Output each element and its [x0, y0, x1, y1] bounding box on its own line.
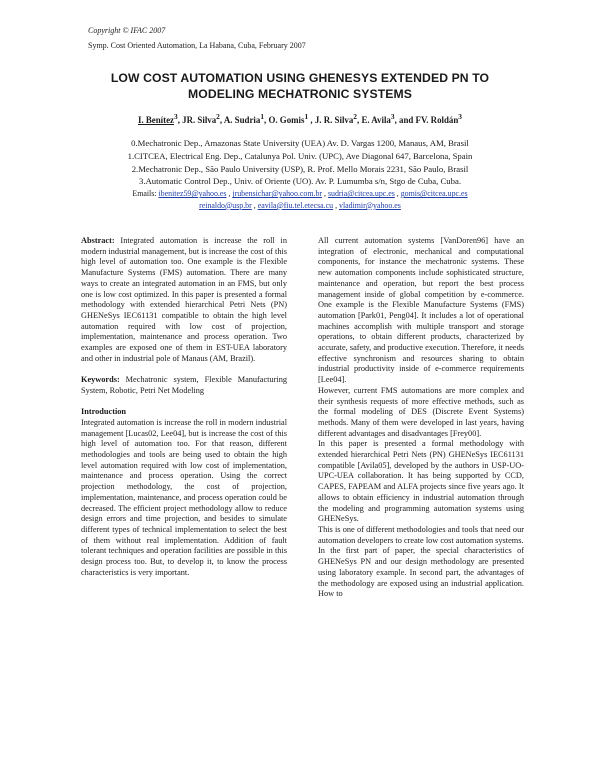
affiliation-line: 0.Mechatronic Dep., Amazonas State University (UEA) Av. D. Vargas 1200, Manaus, AM, Brasil — [131, 138, 469, 148]
symposium-line: Symp. Cost Oriented Automation, La Habana, Cuba, February 2007 — [88, 41, 306, 50]
affiliation-line: 1.CITCEA, Electrical Eng. Dep., Catalunya Pol. Univ. (UPC), Ave Diagonal 647, Barcelona, Spain — [127, 150, 473, 161]
email-link[interactable]: jrubensichar@yahoo.com.br — [232, 189, 323, 199]
author-sup: 1 — [304, 112, 309, 121]
emails-label: Emails: — [132, 189, 159, 199]
spacer — [81, 397, 287, 408]
author-benitez: I. Benítez — [138, 114, 174, 125]
right-paragraph: This is one of different methodologies and tools that need our automation developers to create low cost automation systems. — [318, 524, 524, 545]
title-line-1: LOW COST AUTOMATION USING GHENESYS EXTENDED PN TO — [110, 71, 490, 85]
right-paragraph: All current automation systems [VanDoren96] have an integration of electronic, mechanical and computational components, for instance the mechatronic systems. These new automation components include sophisticated structure, maintenance and operation, but report the best process management inside of global competition by e-commerce. One example is the Flexible Manufacture Systems (FMS) automation [Park01, Peng04]. It includes a lot of operational machines accomplish with multiple transport and storage operations, to obtain different products, characterized by accurate, safety, and productive execution. Therefore, it needs effective synchronism and resources sharing to obtain industrial productivity inside of e-commerce requirements [Lee04]. — [318, 236, 524, 385]
right-paragraph: In this paper is presented a formal methodology with extended hierarchical Petri Nets (PN) GHENeSys IEC61131 compatible [Avila05], developed by the authors in USP-UO-UPC-UEA collaboration. It has being supported by CCD, CAPES, FAPEAM and ALFA projects since five years ago. It allows to obtain efficiency in industrial automation through the modeling and programming automation systems using GHENeSys. — [318, 439, 524, 524]
keywords-paragraph — [81, 375, 287, 396]
email-link[interactable]: eavila@fiu.tel.etecsa.cu — [257, 200, 334, 210]
author-avila: , E. Avila — [357, 114, 391, 125]
introduction-heading: Introduction — [81, 407, 127, 417]
right-paragraph: However, current FMS automations are more complex and their synthesis requests of more effective methods, such as the formal modeling of DES (Discrete Event Systems) methods. Many of them were developed in last years, having different advantages and disadvantages [Frey00]. — [318, 385, 524, 438]
author-gomis: , O. Gomis — [264, 114, 305, 125]
email-link[interactable]: gomis@citcea.upc.es — [400, 189, 468, 199]
email-link[interactable]: reinaldo@usp.br — [199, 200, 252, 210]
author-roldan: , and FV. Roldán — [394, 114, 459, 125]
email-sep: , — [322, 189, 328, 199]
author-sup: 2 — [353, 112, 357, 121]
author-sudria: , A. Sudria — [219, 114, 261, 125]
keywords-label: Keywords: — [81, 375, 120, 385]
abstract-text: Integrated automation is increase the roll in modern industrial management, but is increase the cost of this high level of automation too. One example is the Flexible Manufacture Systems (FMS) automation. There are many ways to create an integrated automation in an FMS, but only one is low cost optimized. In this paper is presented a formal methodology with extended hierarchical Petri Nets (PN) GHENeSys IEC61131 compatible to obtain the high level automation required with low cost of projection, implementation, maintenance and process operation. Two examples are exposed one of them in EST-UEA laboratory and other in industrial pole of Manaus (AM, Brazil). — [81, 236, 287, 363]
affiliation-line: 3.Automatic Control Dep., Univ. of Oriente (UO). Av. P. Lumumba s/n, Stgo de Cuba, Cuba. — [138, 176, 462, 187]
right-paragraph: In the first part of paper, the special characteristics of GHENeSys PN and our design methodology are presented using laboratory example. In second part, the advantages of the methodology are exposed using an industrial application. How to — [318, 546, 524, 599]
emails-line-1 — [60, 188, 540, 200]
email-link[interactable]: ibenitez59@yahoo.es — [158, 189, 227, 199]
introduction-text: Integrated automation is increase the roll in modern industrial management [Lucas02, Lee04], but is increase the cost of this high level of automation too. For that reason, different methodologies and tools are being used to obtain the high level automation required with low cost of implementation, maintenance and process operation. Using the correct projection methodology, the cost of projection, implementation, maintenance, and process operation could be decreased. The efficient project methodology allow to reduce design errors and time projection, and besides to simulate different types of technical implementation to select the best of them without real implementation. Addition of fault tolerant techniques and operation facilities are possible in this design process too. But, to develop it, to know the process characteristics is very important. — [81, 417, 287, 577]
author-sup: 3 — [174, 112, 178, 121]
affiliation-line: 2.Mechatronic Dep., São Paulo University (USP), R. Prof. Mello Morais 2231, São Paulo, Brasil — [131, 163, 469, 174]
author-silva-jr: , JR. Silva — [177, 114, 217, 125]
author-silva-jr2: , J. R. Silva — [308, 114, 354, 125]
emails-line-2 — [60, 200, 540, 212]
copyright-line: Copyright © IFAC 2007 — [88, 26, 166, 35]
email-sep: , — [251, 200, 258, 210]
email-sep: , — [394, 189, 401, 199]
right-column-text — [318, 236, 524, 600]
author-sup: 2 — [216, 112, 220, 121]
affiliations-block — [60, 137, 540, 211]
title-line-2: MODELING MECHATRONIC SYSTEMS — [188, 87, 412, 101]
keywords-text: Mechatronic system, Flexible Manufacturing System, Robotic, Petri Net Modeling — [81, 375, 287, 395]
left-column — [81, 236, 287, 578]
abstract-paragraph — [81, 236, 287, 364]
abstract-label: Abstract: — [81, 236, 115, 245]
right-column — [318, 236, 524, 600]
email-link[interactable]: vladimir@yahoo.es — [339, 200, 401, 210]
author-sup: 3 — [458, 112, 462, 121]
spacer — [81, 364, 287, 375]
email-link[interactable]: sudria@citcea.upc.es — [327, 189, 395, 199]
author-sup: 3 — [390, 112, 395, 121]
email-sep: , — [333, 200, 340, 210]
author-list — [60, 111, 540, 126]
paper-title — [80, 70, 520, 102]
author-sup: 1 — [260, 112, 265, 121]
email-sep: , — [226, 189, 233, 199]
